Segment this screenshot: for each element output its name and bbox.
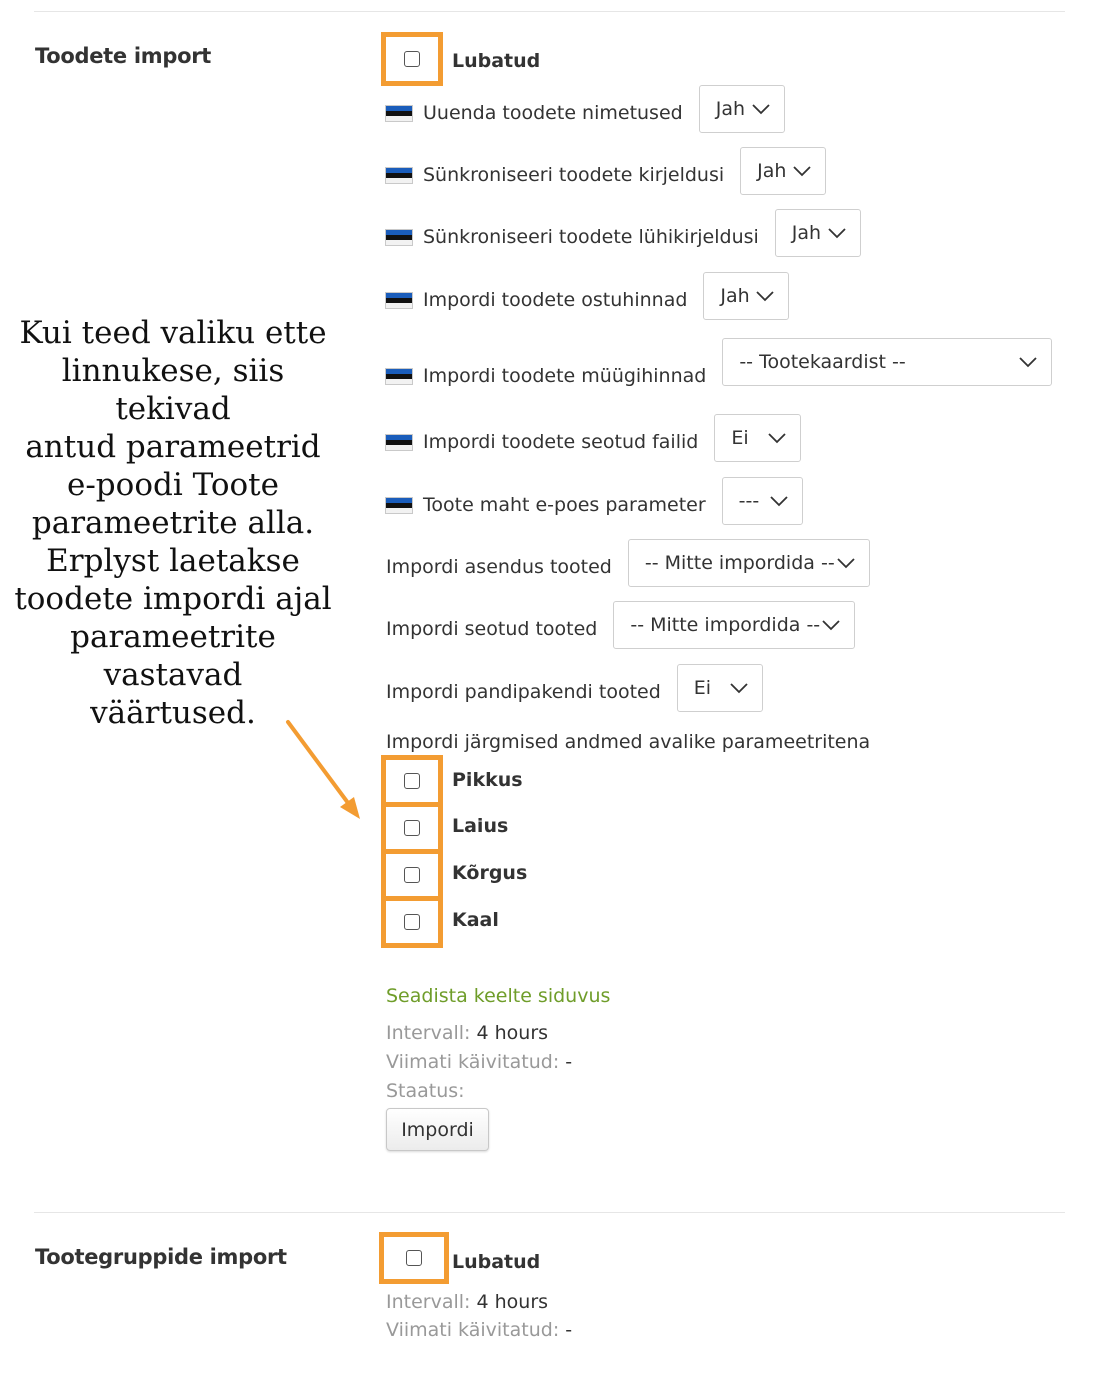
- option-label: Sünkroniseeri toodete lühikirjeldusi: [423, 226, 759, 248]
- annotation-line: parameetrite alla.: [31, 505, 315, 541]
- last-run-value: -: [565, 1319, 573, 1341]
- option-row-related-files: [386, 418, 801, 466]
- interval-label: Intervall:: [386, 1022, 471, 1044]
- chevron-down-icon: [768, 432, 786, 444]
- estonian-flag-icon: [386, 293, 412, 308]
- annotation-line: parameetrite vastavad: [70, 619, 276, 693]
- enabled-checkbox[interactable]: [404, 51, 420, 67]
- param-checkbox-weight[interactable]: [404, 914, 420, 930]
- option-select[interactable]: ---: [722, 477, 803, 525]
- interval-label: Intervall:: [386, 1291, 471, 1313]
- option-label: Impordi pandipakendi tooted: [386, 681, 661, 703]
- interval-row: [386, 1022, 548, 1044]
- option-row-volume-parameter: [386, 481, 803, 529]
- option-select[interactable]: -- Mitte impordida --: [613, 601, 855, 649]
- option-select[interactable]: Ei: [677, 664, 763, 712]
- divider-section: [34, 1212, 1065, 1213]
- param-checkbox-length[interactable]: [404, 773, 420, 789]
- estonian-flag-icon: [386, 106, 412, 121]
- section-title-group-import: Tootegruppide import: [35, 1245, 287, 1269]
- param-checkbox-highlight: [381, 802, 443, 854]
- section-title-product-import: Toodete import: [35, 44, 211, 68]
- import-button[interactable]: Impordi: [386, 1108, 489, 1151]
- last-run-row: [386, 1319, 572, 1341]
- option-row-purchase-prices: [386, 276, 789, 324]
- chevron-down-icon: [756, 290, 774, 302]
- chevron-down-icon: [1019, 356, 1037, 368]
- annotation-line: väärtused.: [90, 695, 256, 731]
- chevron-down-icon: [752, 103, 770, 115]
- option-row-deposit-packaging: [386, 668, 763, 716]
- option-label: Impordi toodete seotud failid: [423, 431, 699, 453]
- param-label: Kaal: [452, 909, 499, 931]
- param-checkbox-highlight: [381, 755, 443, 807]
- interval-value: 4 hours: [476, 1291, 549, 1313]
- public-params-heading: Impordi järgmised andmed avalike parameetritena: [386, 731, 871, 753]
- option-select[interactable]: Jah: [703, 272, 789, 320]
- chevron-down-icon: [770, 495, 788, 507]
- option-label: Sünkroniseeri toodete kirjeldusi: [423, 164, 725, 186]
- annotation-line: Kui teed valiku ette: [19, 315, 327, 351]
- option-select[interactable]: Jah: [740, 147, 826, 195]
- option-row-sync-descriptions: [386, 151, 826, 199]
- option-label: Impordi toodete ostuhinnad: [423, 289, 688, 311]
- chevron-down-icon: [730, 682, 748, 694]
- option-select[interactable]: Jah: [699, 85, 785, 133]
- chevron-down-icon: [837, 557, 855, 569]
- annotation-paragraph-1: [0, 314, 346, 542]
- param-checkbox-highlight: [381, 896, 443, 948]
- annotation-line: antud parameetrid: [25, 429, 321, 465]
- language-binding-link[interactable]: Seadista keelte siduvus: [386, 985, 611, 1007]
- param-checkbox-height[interactable]: [404, 867, 420, 883]
- chevron-down-icon: [828, 227, 846, 239]
- last-run-label: Viimati käivitatud:: [386, 1051, 560, 1073]
- annotation-line: Erplyst laetakse: [46, 543, 300, 579]
- param-label: Laius: [452, 815, 509, 837]
- option-label: Impordi toodete müügihinnad: [423, 365, 707, 387]
- last-run-value: -: [565, 1051, 573, 1073]
- option-label: Toote maht e-poes parameter: [423, 494, 706, 516]
- estonian-flag-icon: [386, 230, 412, 245]
- chevron-down-icon: [822, 619, 840, 631]
- estonian-flag-icon: [386, 369, 412, 384]
- option-row-update-names: [386, 89, 785, 137]
- interval-row: [386, 1291, 548, 1313]
- annotation-line: linnukese, siis tekivad: [61, 353, 285, 427]
- divider-top: [34, 11, 1065, 12]
- annotation-arrow-icon: [280, 715, 370, 825]
- option-row-sync-short-descriptions: [386, 213, 861, 261]
- param-label: Kõrgus: [452, 862, 528, 884]
- option-select[interactable]: -- Mitte impordida --: [628, 539, 870, 587]
- interval-value: 4 hours: [476, 1022, 549, 1044]
- enabled-label: Lubatud: [452, 1251, 541, 1273]
- enabled-checkbox[interactable]: [406, 1250, 422, 1266]
- estonian-flag-icon: [386, 435, 412, 450]
- option-select[interactable]: Jah: [775, 209, 861, 257]
- annotation-paragraph-2: [0, 542, 346, 732]
- status-row: [386, 1080, 465, 1102]
- last-run-label: Viimati käivitatud:: [386, 1319, 560, 1341]
- estonian-flag-icon: [386, 498, 412, 513]
- option-label: Impordi asendus tooted: [386, 556, 612, 578]
- enabled-checkbox-highlight: [381, 32, 443, 86]
- option-row-related-products: [386, 605, 855, 653]
- enabled-checkbox-highlight: [379, 1232, 449, 1284]
- annotation-line: toodete impordi ajal: [14, 581, 332, 617]
- option-row-substitute-products: [386, 543, 870, 591]
- option-label: Uuenda toodete nimetused: [423, 102, 683, 124]
- option-row-sales-prices: [386, 346, 1052, 406]
- estonian-flag-icon: [386, 168, 412, 183]
- option-label: Impordi seotud tooted: [386, 618, 598, 640]
- option-select[interactable]: Ei: [714, 414, 801, 462]
- chevron-down-icon: [793, 165, 811, 177]
- option-select[interactable]: -- Tootekaardist --: [722, 338, 1052, 386]
- enabled-label: Lubatud: [452, 50, 541, 72]
- param-checkbox-width[interactable]: [404, 820, 420, 836]
- status-label: Staatus:: [386, 1080, 465, 1102]
- param-checkbox-highlight: [381, 849, 443, 901]
- param-label: Pikkus: [452, 769, 523, 791]
- annotation-line: e-poodi Toote: [66, 467, 279, 503]
- last-run-row: [386, 1051, 572, 1073]
